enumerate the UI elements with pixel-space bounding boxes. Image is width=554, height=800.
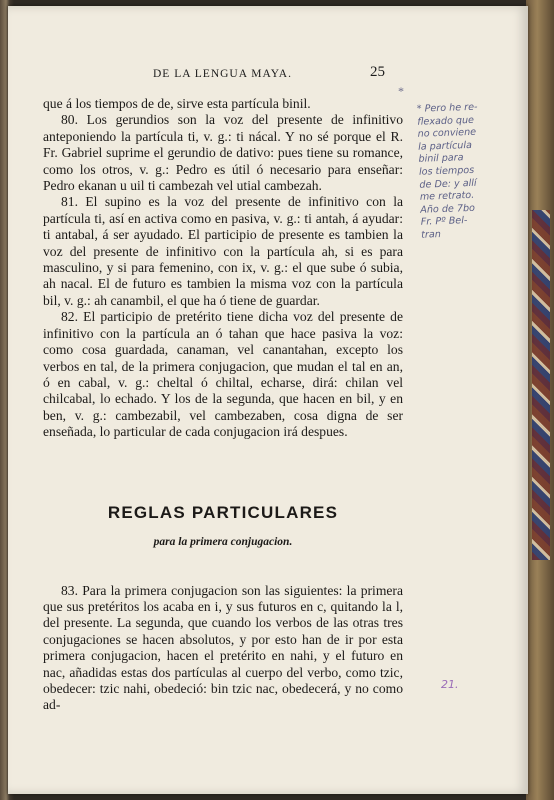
pencil-annotation: 21.: [441, 678, 459, 691]
note-line: flexado que: [417, 114, 475, 128]
paragraph-83: 83. Para la primera conjugacion son las siguientes: la primera que sus pretéritos los acaba en i, y sus futuros en c, quitando la l, del presente. La segunda, que cuando los verbos de las otras tres conjugaciones se hacen absolutos, y por esto han de ir por esta primera conjugacion, hacen el pretérito en nahi, y el futuro en nac, añadidas estas dos partículas al cuerpo del verbo, como tzic, obedecer: tzic nahi, obedeció: bin tzic nac, obedecerá, y no como ad-: [43, 582, 403, 713]
note-line: de De: y allí: [419, 177, 477, 191]
note-line: no conviene: [417, 126, 477, 140]
paragraph-82: 82. El participio de pretérito tiene dicha voz del presente de infinitivo con la partícula an ó tahan que hace pasiva la voz: como cosa guardada, canaman, vel canantahan, excepto los verbos en tal, de la primera conjugacion, que mudan el tal en an, ó en cabal, v. g.: cheltal ó chiltal, echarse, dirá: chilan vel chilcabal, lo echado. Y los de la segunda, que hacen en bil, y en ben, v. g.: cambezabil, vel cambezaben, cosa digna de ser enseñada, lo particular de cada conjugacion irá despues.: [43, 309, 403, 440]
paragraph-80: 80. Los gerundios son la voz del presente de infinitivo anteponiendo la partícula ti, v. g.: ti nácal. Y no sé porque el R. Fr. Gabriel suprime el gerundio de dativo: pues tiene su romance, como los otros, v. g.: Pedro es útil ó necesario para enseñar: Pedro ekanan u uil ti cambezah vel utial cambezah.: [43, 112, 403, 194]
book-page: [8, 6, 528, 794]
handwritten-margin-note: [417, 100, 522, 242]
note-asterisk: *: [398, 84, 404, 98]
page-number: 25: [370, 64, 385, 80]
paragraph-continuation: que á los tiempos de de, sirve esta partícula binil.: [43, 96, 311, 111]
note-line: Año de 7bo: [420, 202, 476, 216]
note-line: * Pero he re-: [416, 101, 478, 115]
note-line: la partícula: [417, 139, 473, 153]
paragraph-81: 81. El supino es la voz del presente de infinitivo con la partícula ti, así en activa como en pasiva, v. g.: ti antah, á ayudar: ti antabal, á ser ayudado. El participio de presente es tambien la voz del presente de infinitivo con la partícula ah, si es para masculino, y si para femenino, con ix, v. g.: el que sube ó subia, ah nacal. El de futuro es tambien la misma voz con la partícula bil, v. g.: ah canambil, el que ha ó tiene de guardar.: [43, 194, 403, 308]
note-line: binil para: [418, 152, 464, 166]
marbled-edge: [532, 210, 550, 560]
note-line: Fr. Pº Bel-: [420, 215, 468, 229]
section-heading: REGLAS PARTICULARES: [107, 503, 339, 522]
main-text-2: [43, 569, 403, 727]
note-line: los tiempos: [418, 164, 475, 178]
note-line: me retrato.: [419, 189, 475, 203]
main-text: [43, 96, 403, 441]
note-line: tran: [421, 228, 442, 241]
running-header: DE LA LENGUA MAYA.: [153, 68, 292, 80]
section-subheading: para la primera conjugacion.: [153, 536, 293, 548]
